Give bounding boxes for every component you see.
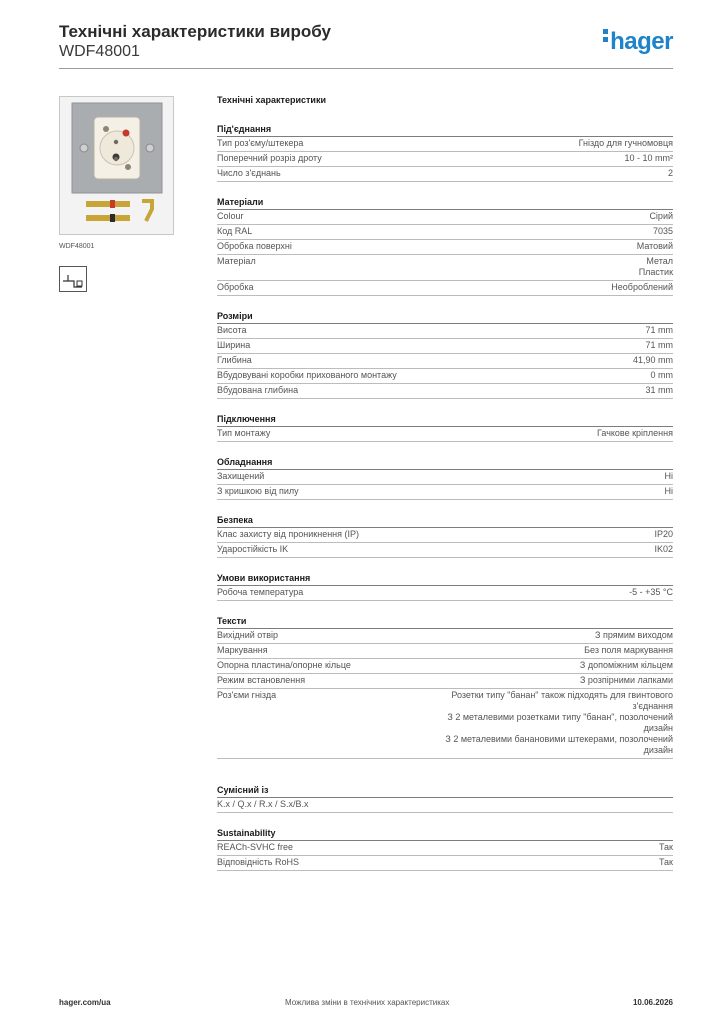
specifications bbox=[217, 95, 673, 871]
spec-label: Матеріал bbox=[217, 256, 256, 266]
spec-value-line: Необроблений bbox=[611, 282, 673, 292]
spec-label: Вихідний отвір bbox=[217, 630, 279, 640]
spec-label: Обробка поверхні bbox=[217, 241, 292, 251]
section-heading: Обладнання bbox=[217, 457, 673, 470]
spec-value-line: Hi bbox=[664, 486, 673, 496]
hager-logo: hager bbox=[603, 28, 673, 56]
spec-value bbox=[250, 211, 673, 222]
spec-label: REACh-SVHC free bbox=[217, 842, 294, 852]
spec-value-line: Метал bbox=[646, 256, 673, 266]
spec-value-line: З прямим виходом bbox=[595, 630, 673, 640]
spec-value-line: 31 mm bbox=[645, 385, 673, 395]
spec-row bbox=[217, 324, 673, 339]
spec-value bbox=[423, 256, 673, 278]
spec-section bbox=[217, 414, 673, 442]
spec-value bbox=[294, 544, 673, 555]
spec-label: Висота bbox=[217, 325, 247, 335]
spec-value bbox=[357, 660, 673, 671]
page-title: Технічні характеристики виробу bbox=[59, 22, 331, 41]
spec-value-line: Так bbox=[658, 842, 673, 852]
spec-value bbox=[311, 675, 673, 686]
spec-label: Тип монтажу bbox=[217, 428, 271, 438]
spec-label: Відповідність RoHS bbox=[217, 857, 299, 867]
spec-section bbox=[217, 616, 673, 759]
section-heading: Умови використання bbox=[217, 573, 673, 586]
spec-row bbox=[217, 674, 673, 689]
spec-value bbox=[305, 857, 673, 868]
spec-value-line: 0 mm bbox=[650, 370, 673, 380]
spec-value-line: Пластик bbox=[638, 267, 673, 277]
spec-value bbox=[256, 340, 673, 351]
spec-value-line: Розетки типу "банан" також підходять для гвинтового з'єднання bbox=[451, 690, 673, 711]
spec-value-line: Гніздо для гучномовця bbox=[578, 138, 673, 148]
spec-row bbox=[217, 225, 673, 240]
spec-row bbox=[217, 689, 673, 759]
spec-value bbox=[258, 226, 673, 237]
section-heading: Sustainability bbox=[217, 828, 673, 841]
spec-label: Захищений bbox=[217, 471, 265, 481]
product-photo bbox=[59, 96, 174, 235]
product-reference: WDF48001 bbox=[59, 43, 140, 60]
spec-label: Клас захисту від проникнення (IP) bbox=[217, 529, 360, 539]
spec-row bbox=[217, 281, 673, 296]
spec-row bbox=[217, 167, 673, 182]
specifications-title: Технічні характеристики bbox=[217, 95, 326, 105]
spec-row bbox=[217, 427, 673, 442]
spec-value bbox=[298, 241, 673, 252]
section-heading: Матеріали bbox=[217, 197, 673, 210]
spec-section bbox=[217, 828, 673, 871]
spec-label: Вбудовувані коробки прихованого монтажу bbox=[217, 370, 397, 380]
spec-value-line: IK02 bbox=[654, 544, 673, 554]
spec-value bbox=[423, 690, 673, 756]
footer-website[interactable]: hager.com/ua bbox=[59, 998, 111, 1007]
spec-label: K.x / Q.x / R.x / S.x/B.x bbox=[217, 799, 309, 809]
spec-section bbox=[217, 515, 673, 558]
spec-label: Режим встановлення bbox=[217, 675, 306, 685]
spec-value-line: 2 bbox=[667, 168, 673, 178]
spec-value bbox=[252, 325, 673, 336]
spec-label: Код RAL bbox=[217, 226, 253, 236]
spec-row bbox=[217, 856, 673, 871]
spec-label: Вбудована глибина bbox=[217, 385, 299, 395]
mounting-icon bbox=[59, 266, 87, 292]
spec-value-line: IP20 bbox=[654, 529, 673, 539]
spec-value bbox=[309, 587, 673, 598]
spec-value-line: 71 mm bbox=[645, 340, 673, 350]
spec-row bbox=[217, 528, 673, 543]
section-heading: Під'єднання bbox=[217, 124, 673, 137]
spec-value-line: З розпірними лапками bbox=[579, 675, 673, 685]
spec-value-line: Матовий bbox=[636, 241, 673, 251]
spec-value-line: Без поля маркування bbox=[584, 645, 673, 655]
spec-value bbox=[305, 486, 673, 497]
spec-row bbox=[217, 798, 673, 813]
spec-value-line: Так bbox=[658, 857, 673, 867]
spec-row bbox=[217, 369, 673, 384]
spec-row bbox=[217, 384, 673, 399]
spec-label: Ударостійкість IK bbox=[217, 544, 289, 554]
spec-value bbox=[309, 138, 673, 149]
spec-value-line: Hi bbox=[664, 471, 673, 481]
spec-value-line: -5 - +35 °C bbox=[629, 587, 673, 597]
spec-value bbox=[258, 355, 673, 366]
section-heading: Розміри bbox=[217, 311, 673, 324]
spec-value bbox=[315, 799, 673, 810]
section-heading: Безпека bbox=[217, 515, 673, 528]
spec-value bbox=[328, 153, 673, 164]
section-heading: Підключення bbox=[217, 414, 673, 427]
photo-caption: WDF48001 bbox=[59, 243, 95, 250]
spec-row bbox=[217, 543, 673, 558]
spec-row bbox=[217, 255, 673, 281]
spec-value bbox=[284, 630, 673, 641]
spec-value-line: 71 mm bbox=[645, 325, 673, 335]
header-divider bbox=[59, 68, 673, 69]
section-heading: Сумісний із bbox=[217, 785, 673, 798]
spec-value bbox=[299, 842, 673, 853]
spec-section bbox=[217, 124, 673, 182]
spec-value-line: З допоміжним кільцем bbox=[579, 660, 673, 670]
footer-date: 10.06.2026 bbox=[632, 998, 673, 1007]
spec-value-line: 7035 bbox=[652, 226, 673, 236]
spec-row bbox=[217, 210, 673, 225]
spec-section bbox=[217, 311, 673, 399]
logo-dots-icon bbox=[603, 29, 608, 45]
spec-value-line: Гачкове кріплення bbox=[597, 428, 673, 438]
spec-value bbox=[365, 529, 673, 540]
spec-row bbox=[217, 485, 673, 500]
spec-row bbox=[217, 339, 673, 354]
spec-label: Тип роз'єму/штекера bbox=[217, 138, 304, 148]
spec-row bbox=[217, 240, 673, 255]
spec-sections bbox=[217, 124, 673, 871]
spec-row bbox=[217, 644, 673, 659]
footer-disclaimer: Можлива зміни в технічних характеристиках bbox=[285, 998, 450, 1007]
spec-section bbox=[217, 457, 673, 500]
spec-value bbox=[274, 645, 673, 656]
spec-row bbox=[217, 659, 673, 674]
spec-value bbox=[287, 168, 673, 179]
spec-label: Глибина bbox=[217, 355, 252, 365]
spec-label: Число з'єднань bbox=[217, 168, 281, 178]
spec-row bbox=[217, 470, 673, 485]
section-heading: Тексти bbox=[217, 616, 673, 629]
spec-section bbox=[217, 785, 673, 813]
spec-value-line: З 2 металевими розетками типу "банан", позолочений дизайн bbox=[447, 712, 673, 733]
spec-value bbox=[304, 385, 673, 396]
spec-label: Опорна пластина/опорне кільце bbox=[217, 660, 351, 670]
spec-label: Роз'єми гнізда bbox=[217, 690, 277, 700]
spec-label: Ширина bbox=[217, 340, 251, 350]
spec-label: З кришкою від пилу bbox=[217, 486, 299, 496]
spec-label: Colour bbox=[217, 211, 244, 221]
spec-section bbox=[217, 197, 673, 296]
spec-row bbox=[217, 152, 673, 167]
spec-section bbox=[217, 573, 673, 601]
spec-value bbox=[403, 370, 673, 381]
spec-value bbox=[276, 428, 673, 439]
spec-label: Поперечний розріз дроту bbox=[217, 153, 322, 163]
spec-row bbox=[217, 586, 673, 601]
spec-label: Обробка bbox=[217, 282, 254, 292]
spec-value-line: 41,90 mm bbox=[632, 355, 673, 365]
spec-label: Маркування bbox=[217, 645, 268, 655]
spec-value-line: Сірий bbox=[649, 211, 673, 221]
spec-row bbox=[217, 354, 673, 369]
spec-row bbox=[217, 137, 673, 152]
spec-row bbox=[217, 841, 673, 856]
spec-value bbox=[259, 282, 673, 293]
spec-row bbox=[217, 629, 673, 644]
page-header bbox=[59, 22, 673, 62]
spec-value bbox=[270, 471, 673, 482]
spec-label: Робоча температура bbox=[217, 587, 304, 597]
spec-value-line: З 2 металевими банановими штекерами, позолочений дизайн bbox=[445, 734, 673, 755]
spec-value-line: 10 - 10 mm² bbox=[624, 153, 673, 163]
